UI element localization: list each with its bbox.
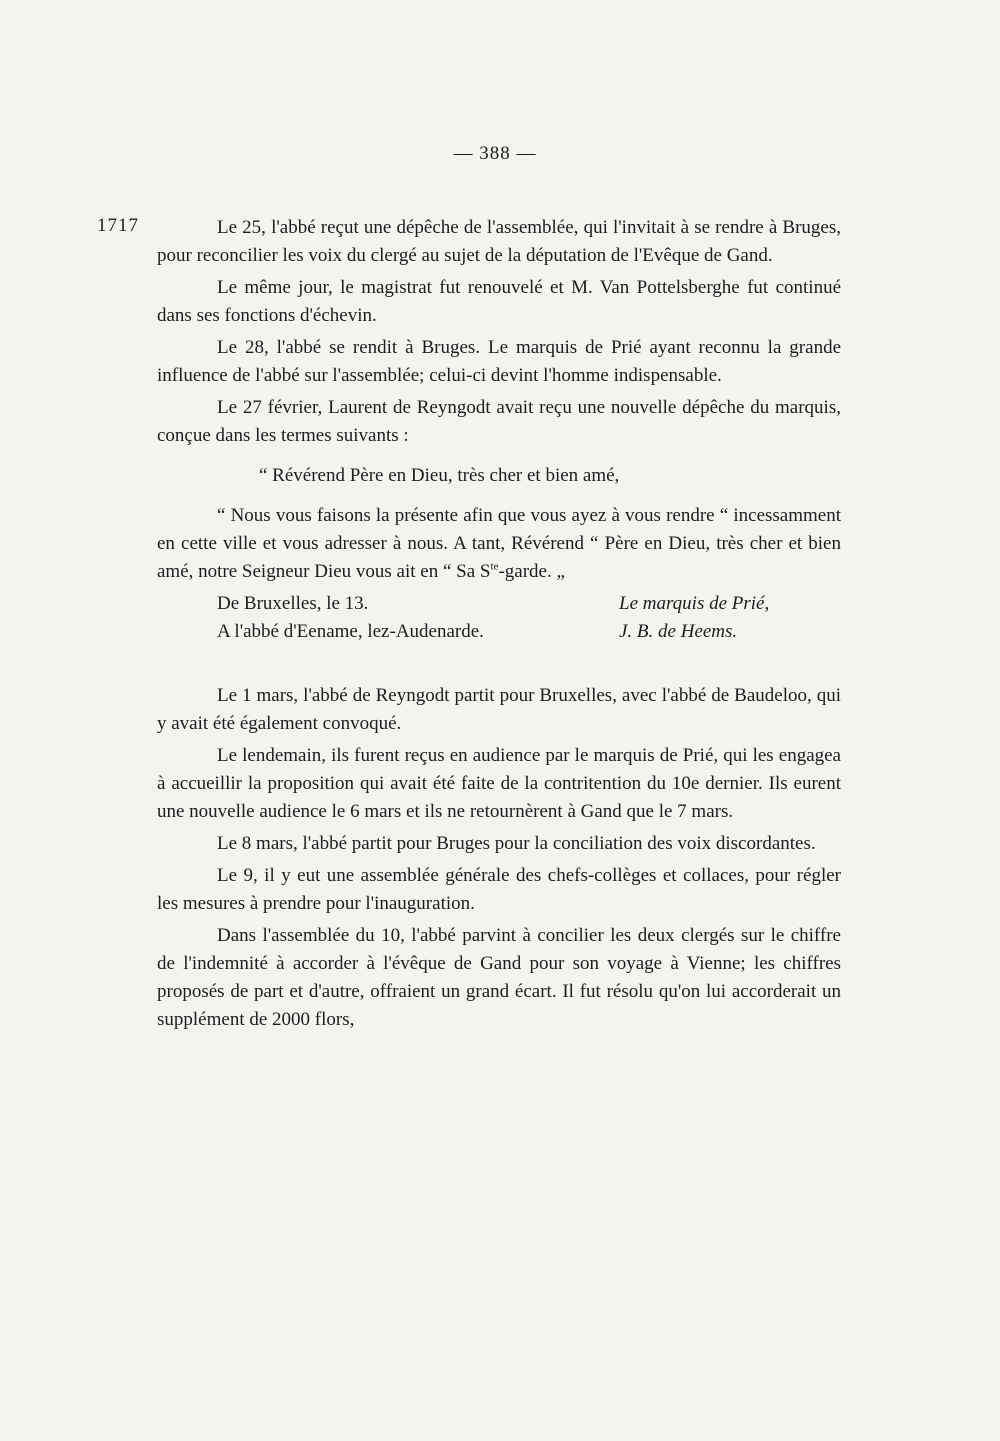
paragraph: Dans l'assemblée du 10, l'abbé parvint à concilier les deux clergés sur le chiffre de l'indemnité à accorder à l'évêque de Gand pour son voyage à Vienne; les chiffres proposés de part et d'autre, offraient un grand écart. Il fut résolu qu'on lui accorderait un supplément de 2000 flors, <box>157 925 841 1030</box>
letter-countersign: J. B. de Heems. <box>619 621 738 642</box>
letter-body-end: -garde. „ <box>498 561 565 582</box>
letter-body-superscript: te <box>490 560 499 573</box>
paragraph: Le lendemain, ils furent reçus en audience par le marquis de Prié, qui les engagea à accueillir la proposition qui avait été faite de la contritention du 10e dernier. Ils eurent une nouvelle audience le 6 mars et ils ne retournèrent à Gand que le 7 mars. <box>157 745 841 822</box>
paragraph: Le 9, il y eut une assemblée générale des chefs-collèges et collaces, pour régler les mesures à prendre pour l'inauguration. <box>157 865 841 914</box>
letter-salutation: “ Révérend Père en Dieu, très cher et bien amé, <box>259 465 620 486</box>
letter-addressee: A l'abbé d'Eename, lez-Audenarde. <box>217 621 484 642</box>
letter-signature-block <box>157 590 841 646</box>
letter-signer: Le marquis de Prié, <box>619 593 770 614</box>
letter-body <box>157 502 841 586</box>
paragraph: Le 8 mars, l'abbé partit pour Bruges pour la conciliation des voix discordantes. <box>217 833 816 854</box>
letter-place-date: De Bruxelles, le 13. <box>217 593 369 614</box>
margin-year: 1717 <box>97 215 139 236</box>
signature-row <box>157 618 841 646</box>
paragraph: Le 25, l'abbé reçut une dépêche de l'assemblée, qui l'invitait à se rendre à Bruges, pour reconcilier les voix du clergé au sujet de la députation de l'Evêque de Gand. <box>157 217 841 266</box>
paragraph: Le 28, l'abbé se rendit à Bruges. Le marquis de Prié ayant reconnu la grande influence de l'abbé sur l'assemblée; celui-ci devint l'homme indispensable. <box>157 337 841 386</box>
paragraph: Le 27 février, Laurent de Reyngodt avait reçu une nouvelle dépêche du marquis, conçue dans les termes suivants : <box>157 397 841 446</box>
body-text <box>157 214 841 1038</box>
signature-row <box>157 590 841 618</box>
page-number: — 388 — <box>453 143 537 164</box>
paragraph: Le 1 mars, l'abbé de Reyngodt partit pour Bruxelles, avec l'abbé de Baudeloo, qui y avait été également convoqué. <box>157 685 841 734</box>
paragraph: Le même jour, le magistrat fut renouvelé et M. Van Pottelsberghe fut continué dans ses fonctions d'échevin. <box>157 277 841 326</box>
letter-body-text: “ Nous vous faisons la présente afin que vous ayez à vous rendre “ incessamment en cette ville et vous adresser à nous. A tant, Révérend “ Père en Dieu, très cher et bien amé, notre Seigneur Dieu vous ait en “ Sa S <box>157 505 841 582</box>
